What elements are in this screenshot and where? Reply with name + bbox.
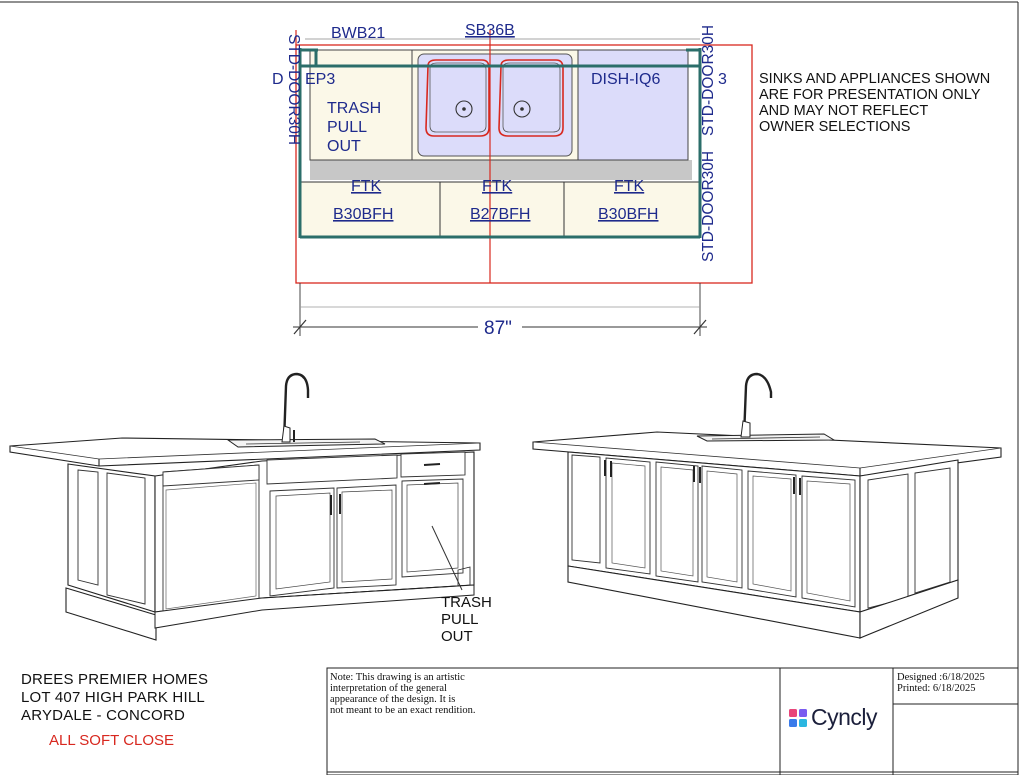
soft-close-note: ALL SOFT CLOSE [49, 732, 175, 749]
perspective-view-back [533, 374, 1001, 638]
label-left-prefix: D [272, 71, 284, 88]
label-b30bfh-1: B30BFH [333, 206, 394, 223]
callout-trash-2: PULL [441, 611, 479, 628]
label-ftk-3: FTK [614, 178, 645, 195]
callout-trash-3: OUT [441, 628, 473, 645]
label-b27bfh: B27BFH [470, 206, 531, 223]
label-ftk-2: FTK [482, 178, 513, 195]
disclaimer [759, 71, 990, 135]
note-line-4: not meant to be an exact rendition. [330, 705, 476, 716]
label-dish-iq6: DISH-IQ6 [591, 71, 661, 88]
label-trash-1: TRASH [327, 100, 382, 117]
label-ep3: EP3 [305, 71, 336, 88]
cyncly-logo-text: Cyncly [811, 704, 878, 730]
note-line-1: Note: This drawing is an artistic [330, 672, 465, 683]
label-ftk-1: FTK [351, 178, 382, 195]
label-std-door-right-top: STD-DOOR30H [700, 24, 717, 136]
perspective-view-front [10, 374, 480, 640]
label-b30bfh-2: B30BFH [598, 206, 659, 223]
label-trash-2: PULL [327, 119, 368, 136]
cyncly-logo [789, 704, 877, 731]
disclaimer-line-1: SINKS AND APPLIANCES SHOWN [759, 71, 991, 87]
dimension-87: 87" [484, 318, 512, 339]
label-right-suffix: 3 [718, 71, 727, 88]
disclaimer-line-2: ARE FOR PRESENTATION ONLY [759, 87, 981, 103]
plan-view [272, 22, 752, 339]
countertop-strip [310, 160, 692, 180]
project-info [21, 671, 208, 725]
disclaimer-line-4: OWNER SELECTIONS [759, 119, 911, 135]
label-std-door-left: STD-DOOR30H [285, 34, 302, 146]
community-name: ARYDALE - CONCORD [21, 707, 185, 724]
label-bwb21: BWB21 [331, 25, 386, 42]
lot-name: LOT 407 HIGH PARK HILL [21, 689, 205, 706]
note-line-3: appearance of the design. It is [330, 694, 456, 705]
label-trash-3: OUT [327, 138, 361, 155]
dishwasher-front [163, 465, 259, 614]
artistic-note [330, 672, 770, 716]
label-std-door-right-bottom: STD-DOOR30H [700, 150, 717, 262]
designed-date: Designed :6/18/2025 [897, 672, 985, 683]
printed-date: Printed: 6/18/2025 [897, 683, 976, 694]
callout-trash-1: TRASH [441, 594, 492, 611]
builder-name: DREES PREMIER HOMES [21, 671, 209, 688]
sink-outline [418, 54, 572, 156]
label-sb36b: SB36B [465, 22, 515, 39]
dates [897, 672, 985, 694]
cyncly-logo-icon [789, 709, 807, 727]
note-line-2: interpretation of the general [330, 683, 447, 694]
disclaimer-line-3: AND MAY NOT REFLECT [759, 103, 929, 119]
